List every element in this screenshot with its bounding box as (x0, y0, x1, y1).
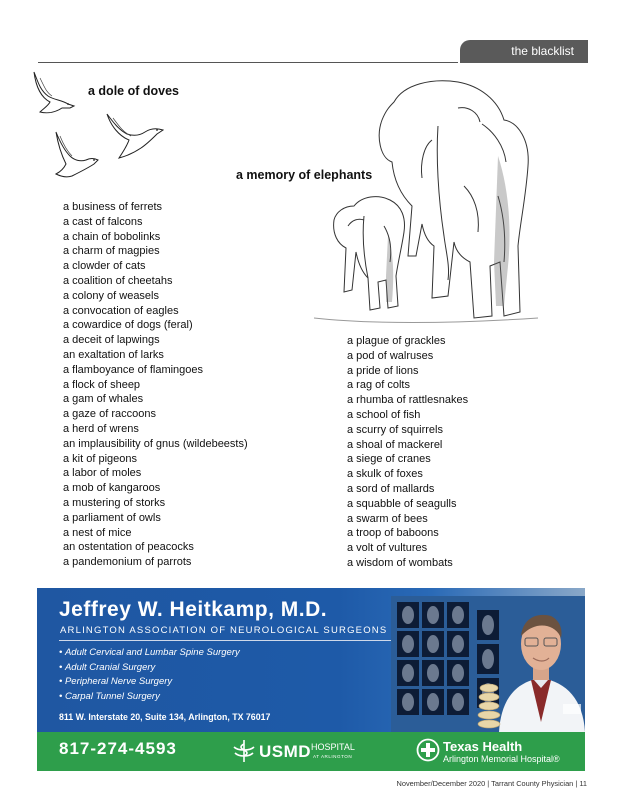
list-item: a mustering of storks (63, 496, 166, 509)
list-item: an exaltation of larks (63, 348, 164, 361)
list-item: a colony of weasels (63, 289, 159, 302)
usmd-logo-text: USMD (259, 742, 312, 761)
list-item: a parliament of owls (63, 511, 161, 524)
list-item: a gam of whales (63, 393, 144, 406)
list-item: a flamboyance of flamingoes (63, 363, 204, 376)
list-item: a rag of colts (347, 379, 410, 392)
list-item: a swarm of bees (347, 512, 428, 525)
list-item: a charm of magpies (63, 245, 160, 258)
list-item: a pride of lions (347, 364, 419, 377)
list-item: a labor of moles (63, 467, 142, 480)
list-item: a shoal of mackerel (347, 438, 443, 451)
collective-nouns-list-left (63, 200, 248, 570)
usmd-location-label: AT ARLINGTON (313, 754, 353, 759)
ad-divider (59, 640, 401, 641)
texas-health-name: Texas Health (443, 739, 523, 754)
list-item: a mob of kangaroos (63, 482, 161, 495)
ad-address: 811 W. Interstate 20, Suite 134, Arlington, TX 76017 (59, 712, 271, 722)
doctor-photo (391, 596, 585, 732)
list-item: a volt of vultures (347, 542, 428, 555)
list-item: a gaze of raccoons (63, 408, 156, 421)
ad-association: ARLINGTON ASSOCIATION OF NEUROLOGICAL SURGEONS (60, 625, 388, 636)
caption-elephants: a memory of elephants (236, 168, 373, 182)
ad-service-item: • Carpal Tunnel Surgery (59, 690, 240, 705)
ad-doctor-name: Jeffrey W. Heitkamp, M.D. (59, 598, 328, 621)
dove-illustration (103, 108, 167, 162)
list-item: a squabble of seagulls (347, 497, 457, 510)
collective-nouns-list-right (347, 334, 468, 571)
list-item: a school of fish (347, 408, 421, 421)
ad-service-item: • Peripheral Nerve Surgery (59, 675, 240, 690)
list-item: a cowardice of dogs (feral) (63, 319, 193, 332)
list-item: a troop of baboons (347, 527, 439, 540)
list-item: a convocation of eagles (63, 304, 179, 317)
list-item: a chain of bobolinks (63, 230, 161, 243)
texas-health-hospital: Arlington Memorial Hospital® (443, 754, 560, 764)
dove-illustration (52, 128, 102, 180)
list-item: a rhumba of rattlesnakes (347, 394, 469, 407)
usmd-hospital-label: HOSPITAL (311, 742, 355, 752)
list-item: a coalition of cheetahs (63, 274, 173, 287)
ad-service-item: • Adult Cranial Surgery (59, 661, 240, 676)
texas-health-logo-icon (416, 738, 440, 762)
list-item: a scurry of squirrels (347, 423, 443, 436)
caption-doves: a dole of doves (88, 84, 179, 98)
ad-phone-number[interactable]: 817-274-4593 (59, 739, 177, 758)
elephants-illustration (308, 66, 543, 328)
list-item: a flock of sheep (63, 378, 141, 391)
list-item: a pod of walruses (347, 349, 434, 362)
list-item: a herd of wrens (63, 422, 139, 435)
list-item: an implausibility of gnus (wildebeests) (63, 437, 248, 450)
list-item: an ostentation of peacocks (63, 541, 194, 554)
usmd-logo-icon (231, 738, 257, 764)
ad-service-item: • Adult Cervical and Lumbar Spine Surgery (59, 646, 240, 661)
page-footer: November/December 2020 | Tarrant County Physician | 11 (396, 779, 587, 788)
list-item: a cast of falcons (63, 215, 143, 228)
list-item: a nest of mice (63, 526, 132, 539)
list-item: a kit of pigeons (63, 452, 137, 465)
list-item: a clowder of cats (63, 260, 146, 273)
list-item: a siege of cranes (347, 453, 431, 466)
advertisement[interactable] (37, 588, 585, 771)
list-item: a skulk of foxes (347, 468, 423, 481)
dove-illustration (28, 68, 78, 118)
ad-services-list (59, 646, 240, 704)
list-item: a business of ferrets (63, 201, 163, 213)
section-tab: the blacklist (460, 40, 588, 63)
list-item: a plague of grackles (347, 335, 446, 347)
list-item: a wisdom of wombats (347, 556, 453, 569)
list-item: a pandemonium of parrots (63, 556, 192, 569)
list-item: a sord of mallards (347, 482, 435, 495)
header-rule (38, 62, 458, 63)
list-item: a deceit of lapwings (63, 334, 160, 347)
